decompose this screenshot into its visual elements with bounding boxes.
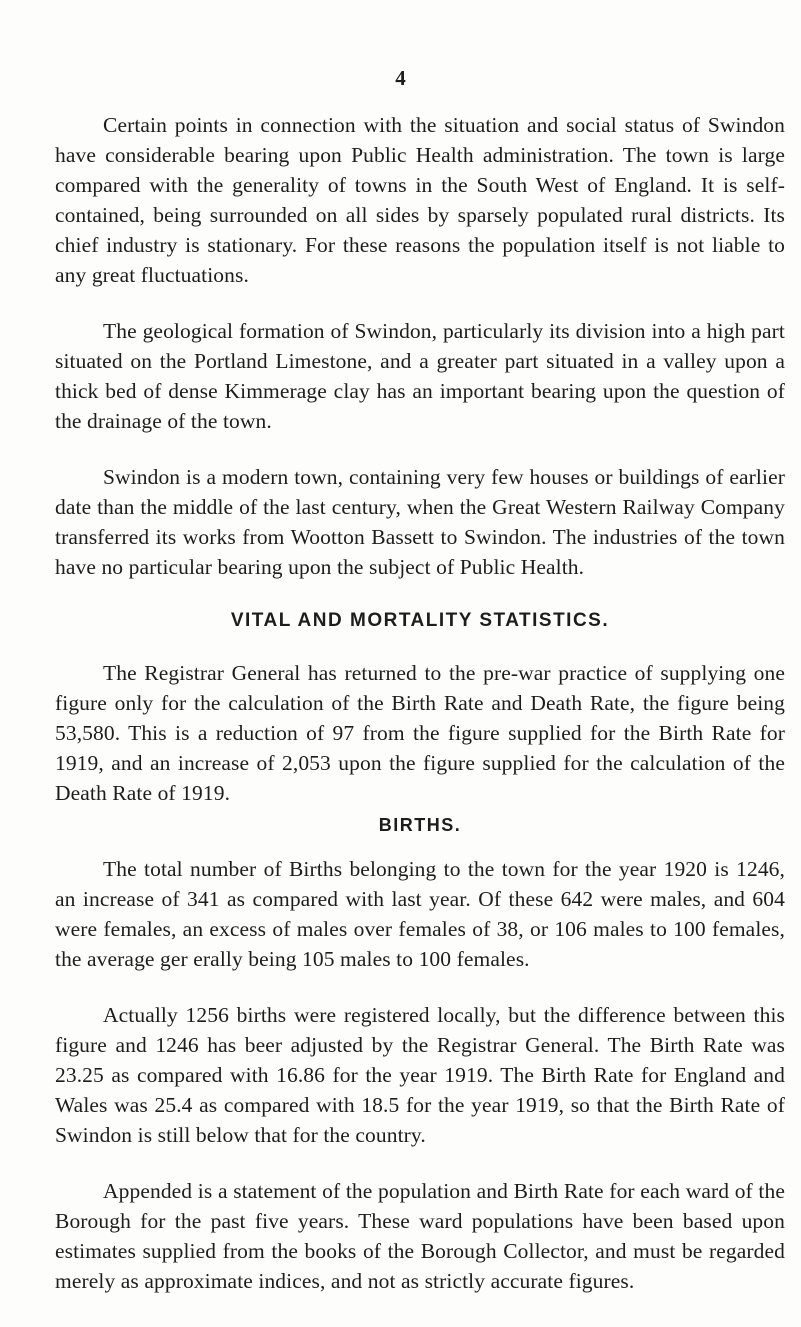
paragraph-registrar: The Registrar General has returned to the pre-war practice of supplying one figure only for the calculation of the Birth Rate and Death Rate, the figure being 53,580. This is a reduction of 97 from the figure supplied for the Birth Rate for 1919, and an increase of 2,053 upon the figure supplied for the calculation of the Death Rate of 1919.	[55, 661, 785, 805]
paragraph-modern-town: Swindon is a modern town, containing very few houses or buildings of earlier date than the middle of the last century, when the Great Western Railway Company transferred its works from Wootton Bassett to Swindon. The industries of the town have no particular bearing upon the subject of Public Health.	[55, 465, 785, 579]
paragraph-birth-rate: Actually 1256 births were registered locally, but the difference between this figure and 1246 has beer adjusted by the Registrar General. The Birth Rate was 23.25 as compared with 16.86 for the year 1919. The Birth Rate for England and Wales was 25.4 as compared with 18.5 for the year 1919, so that the Birth Rate of Swindon is still below that for the country.	[55, 1003, 785, 1147]
page-body	[55, 110, 785, 1322]
paragraph-ward-statement: Appended is a statement of the population and Birth Rate for each ward of the Borough for the past five years. These ward populations have been based upon estimates supplied from the books of the Borough Collector, and must be regarded merely as approximate indices, and not as strictly accurate figures.	[55, 1179, 785, 1293]
page-number: 4	[395, 66, 406, 90]
heading-vital-statistics: VITAL AND MORTALITY STATISTICS.	[230, 610, 610, 631]
heading-births: BIRTHS.	[378, 815, 462, 835]
paragraph-geology: The geological formation of Swindon, particularly its division into a high part situated on the Portland Limestone, and a greater part situated in a valley upon a thick bed of dense Kimmerage clay has an important bearing upon the question of the drainage of the town.	[55, 319, 785, 433]
paragraph-situation: Certain points in connection with the situation and social status of Swindon have considerable bearing upon Public Health administration. The town is large compared with the generality of towns in the South West of England. It is self-contained, being surrounded on all sides by sparsely populated rural districts. Its chief industry is stationary. For these reasons the population itself is not liable to any great fluctuations.	[55, 113, 785, 287]
paragraph-total-births: The total number of Births belonging to the town for the year 1920 is 1246, an increase of 341 as compared with last year. Of these 642 were males, and 604 were females, an excess of males over females of 38, or 106 males to 100 females, the average ger erally being 105 males to 100 females.	[55, 857, 785, 971]
